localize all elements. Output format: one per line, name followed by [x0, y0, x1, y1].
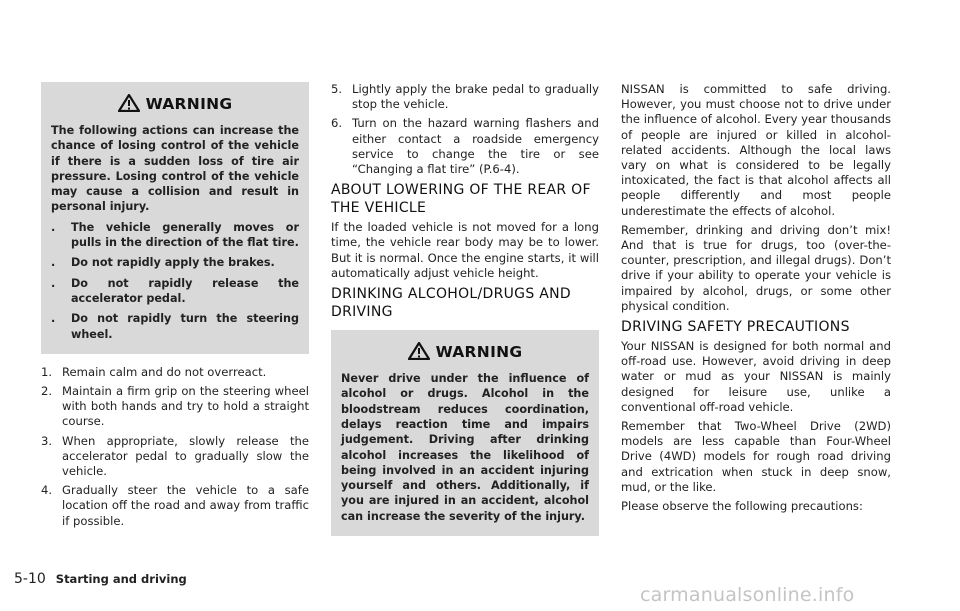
- step-item: 2. Maintain a firm grip on the steering wheel with both hands and try to hold a straight course.: [41, 384, 309, 429]
- safety-paragraph: Please observe the following precautions:: [621, 499, 863, 514]
- alcohol-paragraph: Remember, drinking and driving don’t mix! And that is true for drugs, too (over-the-counter, prescription, and illegal drugs). Don’t drive if your ability to operate your vehicle is impaired by alcohol, drugs, or some other physical condition.: [621, 222, 891, 313]
- footer-section-title: Starting and driving: [55, 572, 187, 586]
- page-footer: [14, 568, 187, 587]
- alcohol-paragraph: NISSAN is committed to safe driving. However, you must choose not to drive under the influence of alcohol. Every year thousands of people are injured or killed in alcohol-related accidents. Although the local laws vary on what is considered to be legally intoxicated, the fact is that alcohol affects all people differently and most people underestimate the effects of alcohol.: [621, 82, 891, 218]
- warning-text: Never drive under the influence of alcohol or drugs. Alcohol in the bloodstream reduces coordination, delays reaction time and impairs judgement. Driving after drinking alcohol increases the likelihood of being involved in an accident injuring yourself and others. Additionally, if you are injured in an accident, alcohol can increase the severity of the injury.: [341, 372, 589, 523]
- warning-body: [41, 123, 309, 342]
- page-number: 5-10: [14, 571, 46, 587]
- warning-header: [41, 82, 309, 123]
- warning-header: [331, 330, 599, 371]
- warning-bullet: . The vehicle generally moves or pulls in the direction of the flat tire.: [51, 220, 299, 250]
- warning-triangle-icon: [118, 94, 140, 112]
- watermark: carmanualsonline.info: [640, 584, 855, 606]
- safety-paragraph: Your NISSAN is designed for both normal and off-road use. However, avoid driving in deep water or mud as your NISSAN is mainly designed for leisure use, unlike a conventional off-road vehicle.: [621, 339, 891, 414]
- warning-intro: The following actions can increase the chance of losing control of the vehicle if there is a sudden loss of tire air pressure. Losing control of the vehicle may cause a collision and result in personal injury.: [51, 124, 299, 214]
- warning-title: WARNING: [435, 343, 523, 362]
- warning-bullet: . Do not rapidly apply the brakes.: [51, 256, 275, 270]
- warning-body: [331, 371, 599, 524]
- section-heading-safety: DRIVING SAFETY PRECAUTIONS: [621, 319, 850, 336]
- section-heading-alcohol: DRINKING ALCOHOL/DRUGS AND DRIVING: [331, 286, 571, 321]
- warning-triangle-icon: [408, 342, 430, 360]
- lowering-text: If the loaded vehicle is not moved for a long time, the vehicle rear body may be to lower. But it is normal. Once the engine starts, it will automatically adjust vehicle height.: [331, 220, 599, 280]
- column-2: [331, 82, 599, 536]
- step-item: 1. Remain calm and do not overreact.: [41, 364, 267, 379]
- column-3: [621, 82, 891, 518]
- warning-bullet: . Do not rapidly release the accelerator pedal.: [51, 276, 299, 305]
- section-heading-lowering: ABOUT LOWERING OF THE REAR OF THE VEHICLE: [331, 182, 591, 217]
- warning-box-alcohol: [331, 330, 599, 536]
- warning-box-tire: [41, 82, 309, 354]
- step-item: 3. When appropriate, slowly release the accelerator pedal to gradually slow the vehicle.: [41, 433, 309, 479]
- warning-bullet: . Do not rapidly turn the steering wheel.: [51, 312, 299, 341]
- step-item: 5. Lightly apply the brake pedal to gradually stop the vehicle.: [331, 82, 599, 112]
- step-item: 4. Gradually steer the vehicle to a safe location off the road and away from traffic if possible.: [41, 483, 309, 528]
- column-1: [41, 82, 309, 533]
- step-item: 6. Turn on the hazard warning flashers and either contact a roadside emergency service to change the tire or see “Changing a flat tire” (P.6-4).: [331, 116, 599, 177]
- warning-title: WARNING: [145, 95, 233, 113]
- safety-paragraph: Remember that Two-Wheel Drive (2WD) models are less capable than Four-Wheel Drive (4WD) models for rough road driving and extrication when stuck in deep snow, mud, or the like.: [621, 419, 891, 494]
